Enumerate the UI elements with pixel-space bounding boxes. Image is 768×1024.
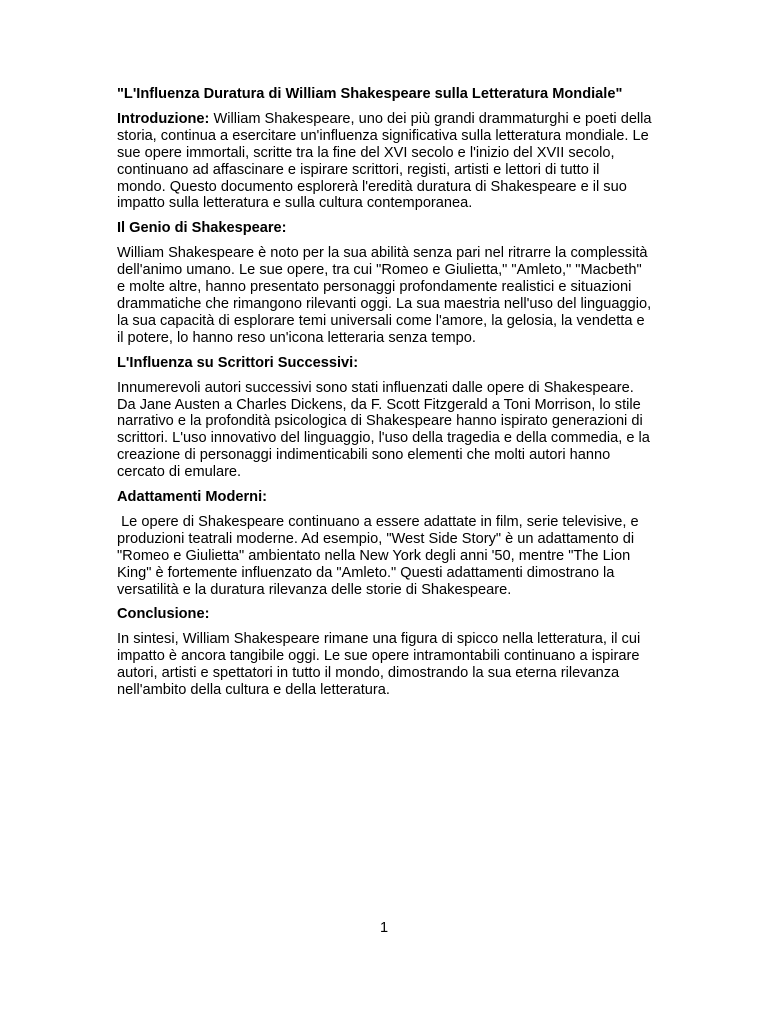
section-text-conclusione: In sintesi, William Shakespeare rimane una figura di spicco nella letteratura, il cui impatto è ancora tangibile oggi. Le sue opere intramontabili continuano a ispirare autori, artisti e spettatori in tutto il mondo, dimostrando la sua eterna rilevanza nell'ambito della cultura e della letteratura. (117, 631, 641, 699)
section-text-adattamenti: Le opere di Shakespeare continuano a essere adattate in film, serie televisive, e produzioni teatrali moderne. Ad esempio, "West Side Story" è un adattamento di "Romeo e Giulietta" ambientato nella New York degli anni '50, mentre "The Lion King" è fortemente influenzato da "Amleto." Questi adattamenti dimostrano la versatilità e la duratura rilevanza delle storie di Shakespeare. (117, 513, 643, 598)
document-title: "L'Influenza Duratura di William Shakespeare sulla Letteratura Mondiale" (117, 86, 623, 102)
document-body (117, 86, 652, 707)
page-number: 1 (379, 920, 389, 936)
section-heading-adattamenti: Adattamenti Moderni: (117, 489, 267, 506)
section-text-influenza: Innumerevoli autori successivi sono stati influenzati dalle opere di Shakespeare. Da Jane Austen a Charles Dickens, da F. Scott Fitzgerald a Toni Morrison, lo stile narrativo e la profondità psicologica di Shakespeare hanno ispirato generazioni di scrittori. L'uso innovativo del linguaggio, l'uso della tragedia e della commedia, e la creazione di personaggi indimenticabili sono elementi che molti autori hanno cercato di emulare. (117, 379, 650, 481)
intro-paragraph (117, 111, 652, 212)
intro-label: Introduzione: (117, 110, 210, 127)
section-heading-conclusione: Conclusione: (117, 606, 210, 623)
section-heading-influenza: L'Influenza su Scrittori Successivi: (117, 354, 359, 371)
section-heading-genio: Il Genio di Shakespeare: (117, 220, 287, 237)
intro-text: William Shakespeare, uno dei più grandi drammaturghi e poeti della storia, continua a esercitare un'influenza significativa sulla letteratura mondiale. Le sue opere immortali, scritte tra la fine del XVI secolo e l'inizio del XVII secolo, continuano ad affascinare e ispirare scrittori, registi, artisti e lettori di tutto il mondo. Questo documento esplorerà l'eredità duratura di Shakespeare e il suo impatto sulla letteratura e sulla cultura contemporanea. (117, 110, 652, 212)
section-text-genio: William Shakespeare è noto per la sua abilità senza pari nel ritrarre la complessità dell'animo umano. Le sue opere, tra cui "Romeo e Giulietta," "Amleto," "Macbeth" e molte altre, hanno presentato personaggi profondamente realistici e situazioni drammatiche che rimangono rilevanti oggi. La sua maestria nell'uso del linguaggio, la sua capacità di esplorare temi universali come l'amore, la gelosia, la vendetta e il potere, lo hanno reso un'icona letteraria senza tempo. (117, 245, 652, 346)
